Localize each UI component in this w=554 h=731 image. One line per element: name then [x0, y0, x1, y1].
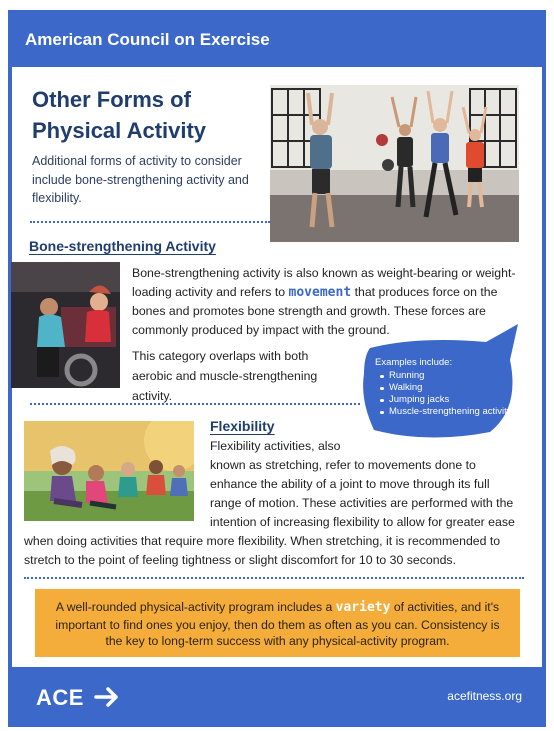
page-title [32, 84, 252, 146]
flex-line: stretch to the point of feeling tightness or slight discomfort for 10 to 30 seconds. [24, 553, 456, 567]
outdoor-stretching-photo [24, 421, 194, 521]
variety-highlight: variety [335, 600, 391, 615]
callout-part-b: of activities, and it's important to find ones you enjoy, then do them as often as you can. Consistency is the key to long-term success with any physical-activity program. [55, 600, 500, 648]
movement-highlight: movement [288, 285, 352, 300]
group-class-photo [270, 85, 519, 242]
flex-line: range of motion. These activities are performed with the [210, 496, 514, 510]
divider-dotted [24, 577, 524, 579]
flexibility-paragraph-cont [24, 532, 529, 570]
flex-line: known as stretching, refer to movements done to [210, 458, 476, 472]
flexibility-paragraph [210, 437, 530, 532]
bone-p1-part-b: that produces force on the bones and promotes bone strength and growth. These forces are commonly produced by impact with the ground. [132, 285, 498, 337]
org-name: American Council on Exercise [25, 30, 270, 49]
list-item: Running [375, 370, 515, 382]
ace-logo[interactable]: ACE [36, 685, 84, 710]
flexibility-heading: Flexibility [210, 418, 275, 434]
site-link[interactable]: acefitness.org [447, 689, 522, 703]
examples-text [375, 357, 515, 418]
bone-p1-part-a: Bone-strengthening activity is also known as weight-bearing or weight-loading activity and refers to [132, 266, 516, 299]
title-line-1: Other Forms of [32, 87, 191, 112]
callout-part-a: A well-rounded physical-activity program includes a [55, 600, 336, 614]
list-item: Walking [375, 382, 515, 394]
divider-dotted [30, 221, 270, 223]
list-item: Jumping jacks [375, 394, 515, 406]
flex-line: intention of increasing flexibility to allow for greater ease [210, 515, 515, 529]
gym-cycling-photo [11, 262, 120, 388]
bone-paragraph-2: This category overlaps with both aerobic and muscle-strengthening activity. [132, 349, 318, 403]
footer-bar [8, 667, 546, 727]
divider-dotted [30, 403, 360, 405]
flex-line: when doing activities that require more flexibility. When stretching, it is recommended to [24, 534, 501, 548]
intro-text: Additional forms of activity to consider include bone-strengthening activity and flexibility. [32, 154, 249, 205]
title-line-2: Physical Activity [32, 118, 207, 143]
list-item: Muscle-strengthening activity [375, 406, 515, 418]
callout-box [35, 589, 520, 657]
examples-list [375, 370, 515, 418]
flex-line: Flexibility activities, also [210, 439, 341, 453]
header-bar [8, 10, 546, 67]
examples-label: Examples include: [375, 357, 453, 368]
flex-line: enhance the ability of a joint to move through its full [210, 477, 490, 491]
bone-heading: Bone-strengthening Activity [29, 238, 216, 254]
ace-logo-arrow-icon [94, 685, 120, 709]
